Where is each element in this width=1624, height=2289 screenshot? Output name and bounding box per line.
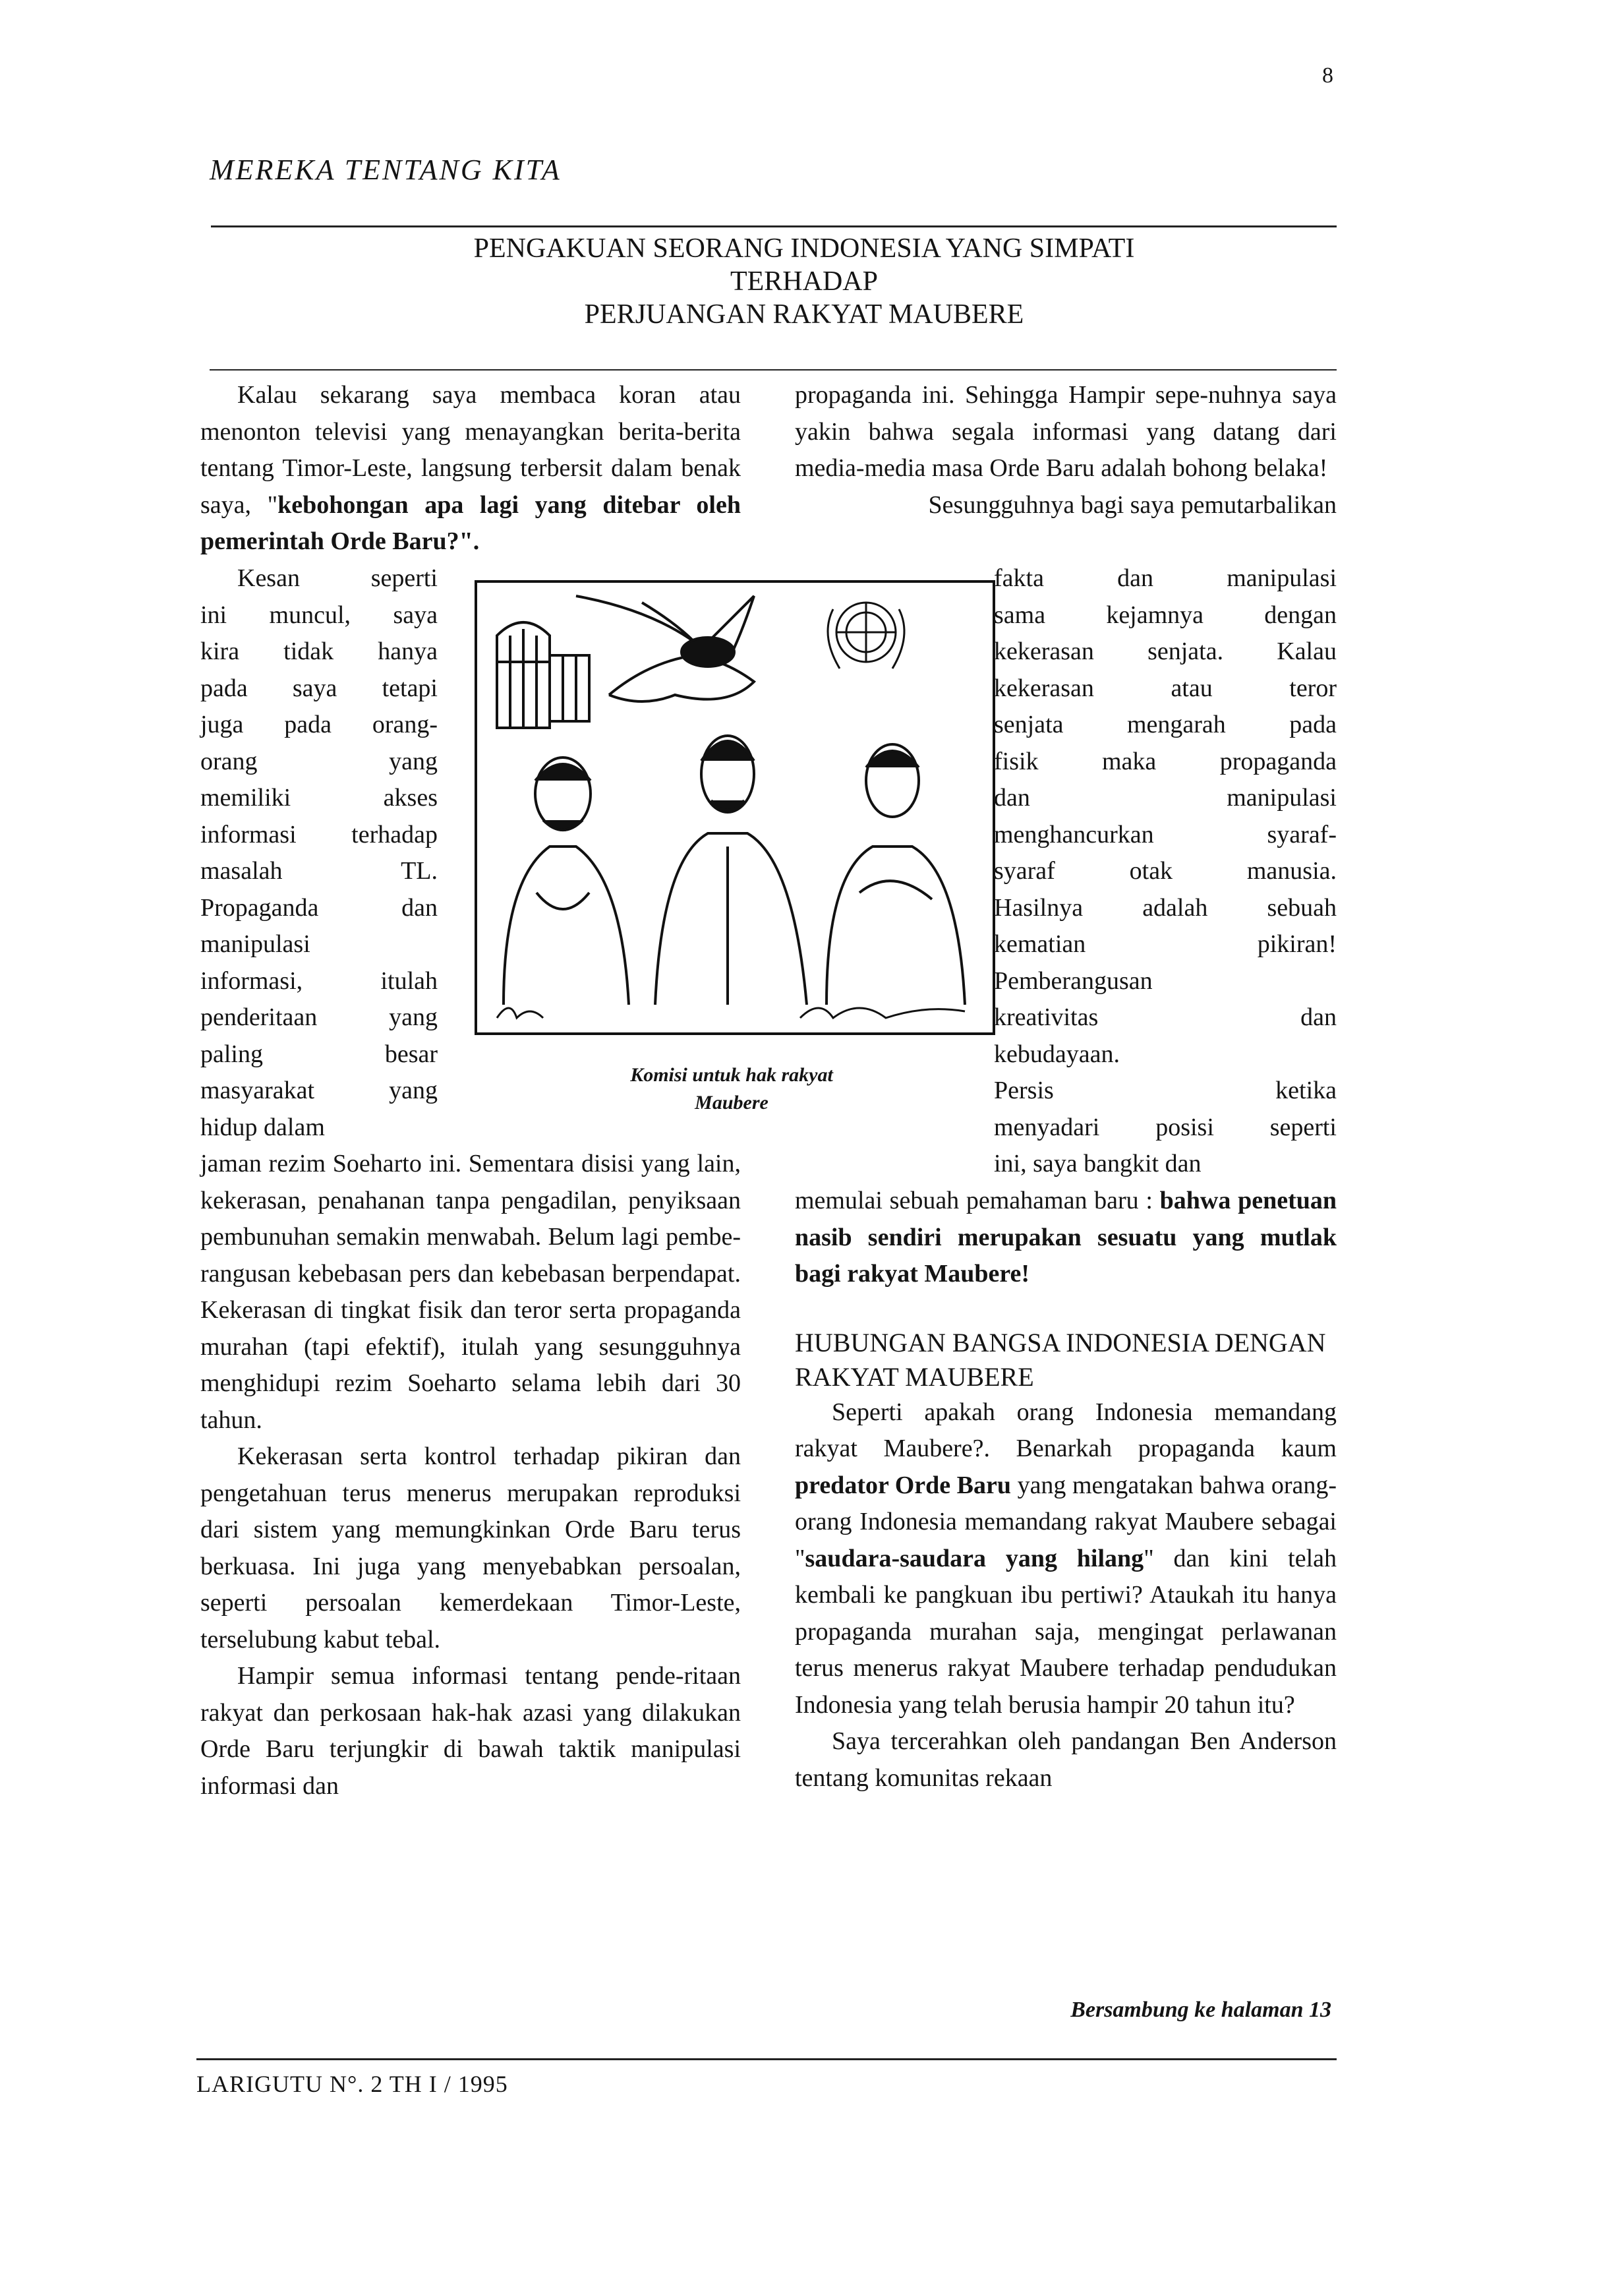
caption-line-1: Komisi untuk hak rakyat [630, 1064, 833, 1086]
header-rule [211, 225, 1337, 227]
narrow-line: memiliki akses [200, 784, 438, 812]
caption-line-2: Maubere [695, 1092, 768, 1114]
narrow-line: ini muncul, saya [200, 601, 438, 629]
intro-end: ". [459, 527, 480, 555]
column-left-narrow [200, 560, 438, 1146]
continued-note: Bersambung ke halaman 13 [1070, 1998, 1331, 2022]
intro-text: Kalau sekarang saya membaca koran atau menonton televisi yang menayangkan berita-berita tentang Timor-Leste, langsung terbersit dalam benak saya, " [200, 381, 741, 519]
narrow-line: Pemberangusan [994, 966, 1153, 995]
narrow-line: fakta dan manipulasi [994, 564, 1337, 592]
page-number: 8 [1322, 63, 1333, 88]
title-line-2: TERHADAP [730, 266, 878, 297]
narrow-line: juga pada orang- [200, 711, 438, 738]
narrow-line: menyadari posisi seperti [994, 1113, 1337, 1141]
narrow-line: informasi terhadap [200, 820, 438, 848]
narrow-line: kreativitas dan [994, 1003, 1337, 1031]
narrow-line: Kesan seperti [237, 564, 438, 592]
paragraph-right-1: propaganda ini. Sehingga Hampir sepe-nuhnya saya yakin bahwa segala informasi yang datang dari media-media masa Orde Baru adalah bohong belaka! [795, 381, 1337, 482]
dove-icon [576, 596, 754, 701]
title-rule [210, 369, 1337, 371]
title-line-3: PERJUANGAN RAKYAT MAUBERE [584, 299, 1024, 330]
footer-issue: LARIGUTU N°. 2 TH I / 1995 [196, 2071, 508, 2097]
narrow-line: fisik maka propaganda [994, 747, 1337, 775]
narrow-line: menghancurkan syaraf- [994, 820, 1337, 848]
column-left-top [200, 377, 741, 560]
illustration-caption [547, 1061, 916, 1117]
narrow-line: penderitaan yang [200, 1003, 438, 1031]
narrow-line: kematian pikiran! [994, 930, 1337, 958]
subheading: HUBUNGAN BANGSA INDONESIA DENGAN RAKYAT MAUBERE [795, 1327, 1326, 1392]
narrow-line: masalah TL. [200, 857, 438, 885]
signature-left [497, 1008, 543, 1018]
narrow-line: kebudayaan. [994, 1040, 1120, 1068]
narrow-line: kekerasan atau teror [994, 674, 1337, 702]
narrow-line: kira tidak hanya [200, 638, 438, 665]
narrow-line: paling besar [200, 1040, 438, 1068]
narrow-line: sama kejamnya dengan [994, 601, 1337, 629]
intro-bold-quote: kebohongan apa lagi yang ditebar oleh pemerintah Orde Baru? [200, 490, 741, 555]
article-title [369, 232, 1239, 331]
paragraph-right-4: Saya tercerahkan oleh pandangan Ben Anderson tentang komunitas rekaan [795, 1727, 1337, 1792]
narrow-line: Propaganda dan [200, 893, 438, 922]
paragraph-3: Kekerasan serta kontrol terhadap pikiran dan pengetahuan terus menerus merupakan reproduksi dari sistem yang memungkinkan Orde Baru terus berkuasa. Ini juga yang menyebabkan persoalan, seperti persoalan kemerdekaan Timor-Leste, terselubung kabut tebal. [200, 1442, 741, 1653]
narrow-line: Hasilnya adalah sebuah [994, 893, 1337, 922]
narrow-line: pada saya tetapi [200, 674, 438, 702]
three-men-drawing [504, 736, 965, 1005]
narrow-line: hidup dalam [200, 1113, 325, 1141]
narrow-line: masyarakat yang [200, 1077, 438, 1104]
narrow-line: dan manipulasi [994, 784, 1337, 812]
column-left-bottom [200, 1146, 741, 1804]
column-right-narrow [994, 560, 1337, 1183]
narrow-line: ini, saya bangkit dan [994, 1150, 1202, 1177]
un-emblem-icon [828, 603, 904, 669]
right-3-bold-1: predator Orde Baru [795, 1471, 1012, 1499]
column-right-top [795, 377, 1337, 523]
narrow-line: senjata mengarah pada [994, 711, 1337, 738]
right-3-bold-2: saudara-saudara yang hilang [805, 1544, 1144, 1572]
paragraph-right-2-lead: Sesungguhnya bagi saya pemutarbalikan [928, 490, 1337, 519]
right-3-text-a: Seperti apakah orang Indonesia memandang rakyat Maubere?. Benarkah propaganda kaum [795, 1398, 1337, 1462]
illustration-drawing [477, 583, 993, 1032]
right-2-rest-text: memulai sebuah pemahaman baru : [795, 1187, 1160, 1214]
illustration-frame [475, 580, 995, 1035]
paragraph-4: Hampir semua informasi tentang pende-ritaan rakyat dan perkosaan hak-hak azasi yang dilakukan Orde Baru terjungkir di bawah taktik manipulasi informasi dan [200, 1662, 741, 1800]
narrow-line: kekerasan senjata. Kalau [994, 638, 1337, 665]
right-2-bold-text: bahwa penetuan nasib sendiri merupakan sesuatu yang mutlak bagi rakyat Maubere! [795, 1187, 1337, 1288]
narrow-line: informasi, itulah [200, 966, 438, 995]
right-3-text-c: yang mengatakan bahwa orang-orang Indonesia memandang rakyat Maubere sebagai " [795, 1471, 1337, 1572]
column-right-bottom [795, 1183, 1337, 1797]
birdcage-icon [497, 622, 589, 728]
paragraph-intro [200, 377, 741, 560]
signature-right [800, 1008, 965, 1018]
right-3-text-d: " dan kini telah kembali ke pangkuan ibu pertiwi? Ataukah itu hanya propaganda murahan saja, mengingat perlawanan terus menerus rakyat Maubere terhadap pendudukan Indonesia yang telah berusia hampir 20 tahun itu? [795, 1544, 1337, 1719]
paragraph-right-2-rest [795, 1183, 1337, 1293]
section-label: MEREKA TENTANG KITA [210, 154, 562, 186]
footer-rule [196, 2058, 1337, 2060]
narrow-line: manipulasi [200, 930, 310, 958]
title-line-1: PENGAKUAN SEORANG INDONESIA YANG SIMPATI [473, 233, 1135, 264]
paragraph-2-rest: jaman rezim Soeharto ini. Sementara disisi yang lain, kekerasan, penahanan tanpa pengadilan, penyiksaan pembunuhan semakin menwabah. Belum lagi pembe-rangusan kebebasan pers dan kebebasan berpendapat. Kekerasan di tingkat fisik dan teror serta propaganda murahan (tapi efektif), itulah yang sesungguhnya menghidupi rezim Soeharto selama lebih dari 30 tahun. [200, 1150, 741, 1434]
paragraph-right-3 [795, 1394, 1337, 1724]
narrow-line: Persis ketika [994, 1077, 1337, 1104]
narrow-line: syaraf otak manusia. [994, 857, 1337, 885]
narrow-line: orang yang [200, 747, 438, 775]
